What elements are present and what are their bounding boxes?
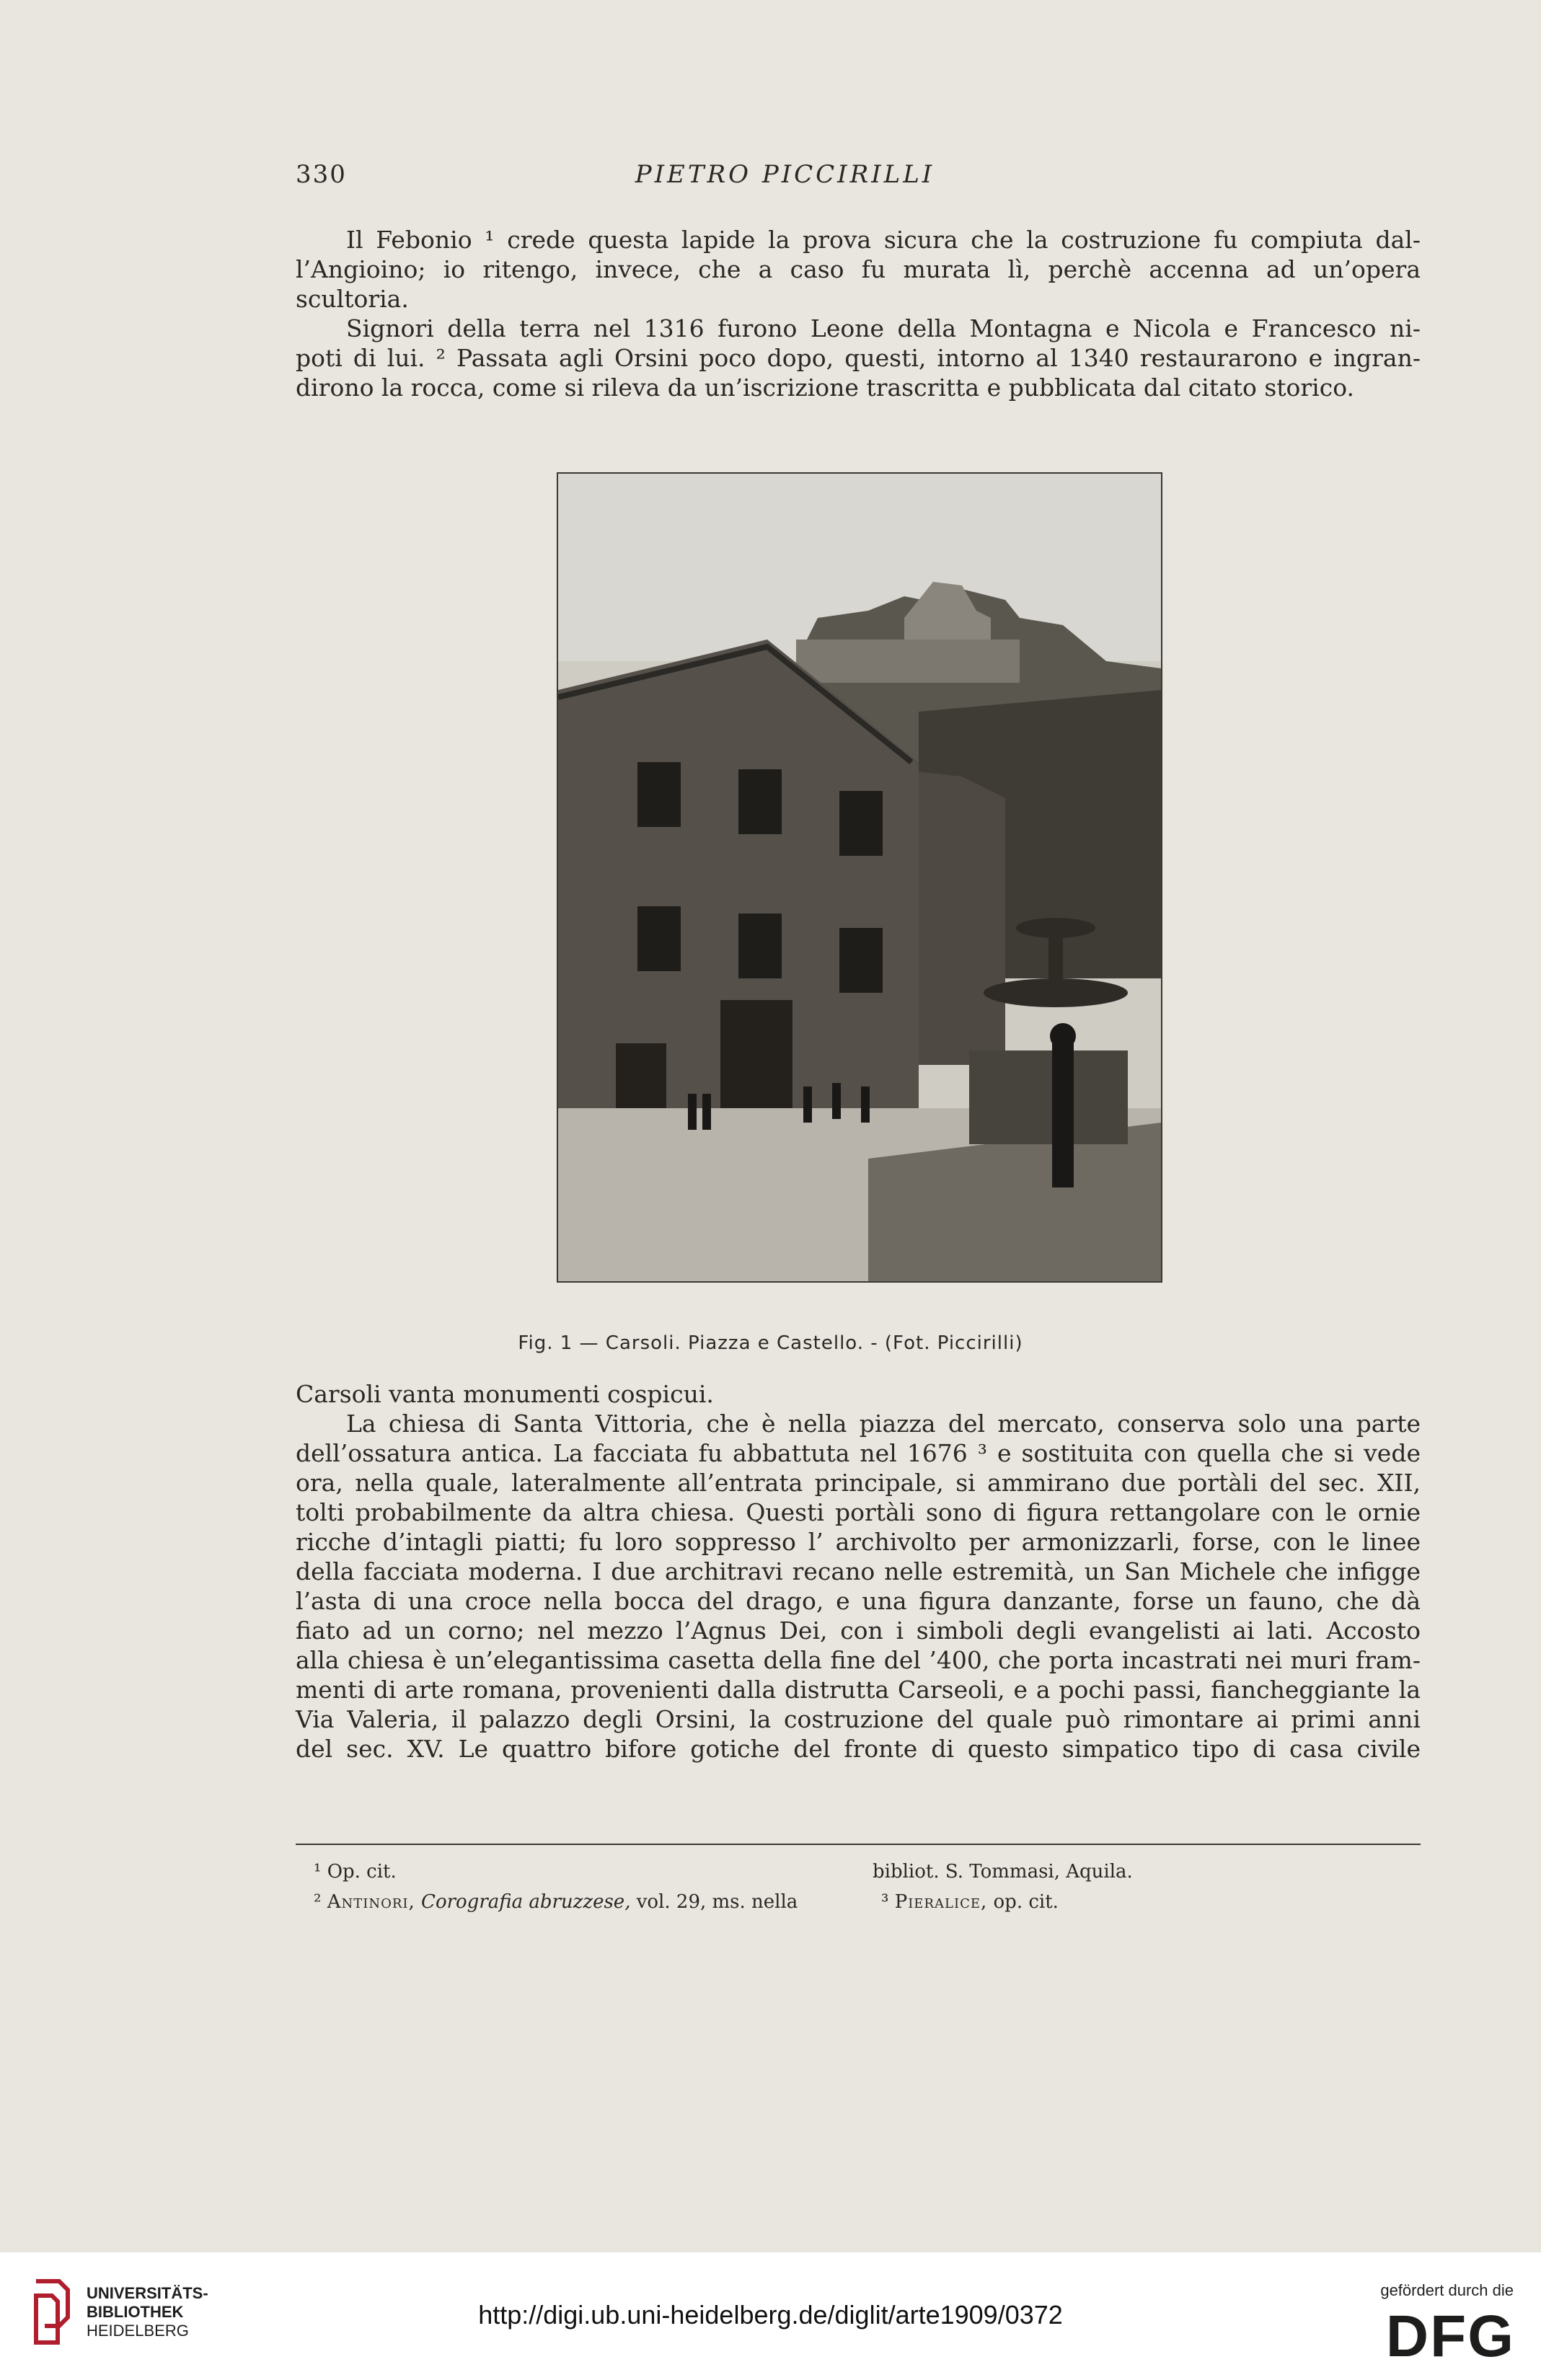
text-line: Carsoli vanta monumenti cospicui. <box>296 1380 714 1408</box>
source-url-link[interactable]: http://digi.ub.uni-heidelberg.de/diglit/arte1909/0372 <box>478 2300 1063 2330</box>
footnote-3-author: Pieralice, <box>894 1891 988 1913</box>
figure-caption: Fig. 1 — Carsoli. Piazza e Castello. - (Fot. Piccirilli) <box>518 1332 1023 1354</box>
text-line: dirono la rocca, come si rileva da un’iscrizione trascritta e pubblicata dal citato storico. <box>296 373 1355 402</box>
text-line: La chiesa di Santa Vittoria, che è nella piazza del mercato, conserva solo una parte <box>346 1410 1421 1438</box>
footnote-1: ¹ Op. cit. <box>314 1861 397 1883</box>
footnote-2-rest: vol. 29, ms. nella <box>636 1891 798 1913</box>
paragraph-2 <box>296 314 1421 402</box>
footer-bar <box>0 2252 1541 2380</box>
paragraph-1 <box>296 225 1421 314</box>
running-title <box>0 160 1541 189</box>
footnote-2 <box>314 1889 798 1915</box>
text-line: tolti probabilmente da altra chiesa. Questi portàli sono di figura rettangolare con le ornie <box>296 1498 1421 1526</box>
dfg-logo: DFG <box>1385 2304 1515 2369</box>
funding-text: gefördert durch die <box>1380 2281 1514 2299</box>
library-name-line-3: HEIDELBERG <box>87 2322 189 2340</box>
footnote-3-rest: op. cit. <box>993 1891 1059 1913</box>
text-line: della facciata moderna. I due architravi recano nelle estremità, un San Michele che infigge <box>296 1557 1421 1585</box>
text-line: ora, nella quale, lateralmente all’entrata principale, si ammirano due portàli del sec. XII, <box>296 1469 1421 1497</box>
footnote-2-title: Corografia abruzzese, <box>421 1891 631 1913</box>
library-name-line-2: BIBLIOTHEK <box>87 2303 184 2321</box>
text-line: fiato ad un corno; nel mezzo l’Agnus Dei, con i simboli degli evangelisti ai lati. Accosto <box>296 1616 1421 1645</box>
text-line: scultoria. <box>296 285 409 313</box>
paragraph-4 <box>296 1409 1421 1764</box>
paragraph-3 <box>296 1379 1421 1409</box>
text-line: alla chiesa è un’elegantissima casetta della fine del ’400, che porta incastrati nei muri fram- <box>296 1646 1421 1674</box>
text-line: dell’ossatura antica. La facciata fu abbattuta nel 1676 ³ e sostituita con quella che si vede <box>296 1439 1421 1467</box>
footnote-rule <box>296 1844 1421 1845</box>
figure-photograph <box>557 472 1162 1283</box>
running-title-text: PIETRO PICCIRILLI <box>635 160 935 189</box>
footnote-3-mark: ³ <box>881 1891 889 1913</box>
text-line: del sec. XV. Le quattro bifore gotiche del fronte di questo simpatico tipo di casa civile <box>296 1735 1421 1763</box>
footnote-3 <box>881 1889 1059 1915</box>
library-name-line-1: UNIVERSITÄTS- <box>87 2284 208 2302</box>
text-line: Signori della terra nel 1316 furono Leone della Montagna e Nicola e Francesco ni- <box>346 314 1421 342</box>
text-line: Via Valeria, il palazzo degli Orsini, la costruzione del quale può rimontare ai primi anni <box>296 1705 1421 1733</box>
footnote-2-mark: ² <box>314 1891 322 1913</box>
text-line: l’asta di una croce nella bocca del drago, e una figura danzante, forse un fauno, che dà <box>296 1587 1421 1615</box>
page-number: 330 <box>296 160 347 189</box>
text-line: Il Febonio ¹ crede questa lapide la prova sicura che la costruzione fu compiuta dal- <box>346 226 1421 254</box>
text-line: menti di arte romana, provenienti dalla distrutta Carseoli, e a pochi passi, fiancheggiante la <box>296 1676 1421 1704</box>
piazza-photo-illustration <box>558 474 1161 1281</box>
footnote-2-author: Antinori, <box>327 1891 415 1913</box>
text-line: poti di lui. ² Passata agli Orsini poco dopo, questi, intorno al 1340 restaurarono e ingran- <box>296 344 1421 372</box>
footnote-2-continuation: bibliot. S. Tommasi, Aquila. <box>873 1861 1133 1883</box>
text-line: l’Angioino; io ritengo, invece, che a caso fu murata lì, perchè accenna ad un’opera <box>296 255 1421 283</box>
text-line: ricche d’intagli piatti; fu loro soppresso l’ archivolto per armonizzarli, forse, con le linee <box>296 1528 1421 1556</box>
